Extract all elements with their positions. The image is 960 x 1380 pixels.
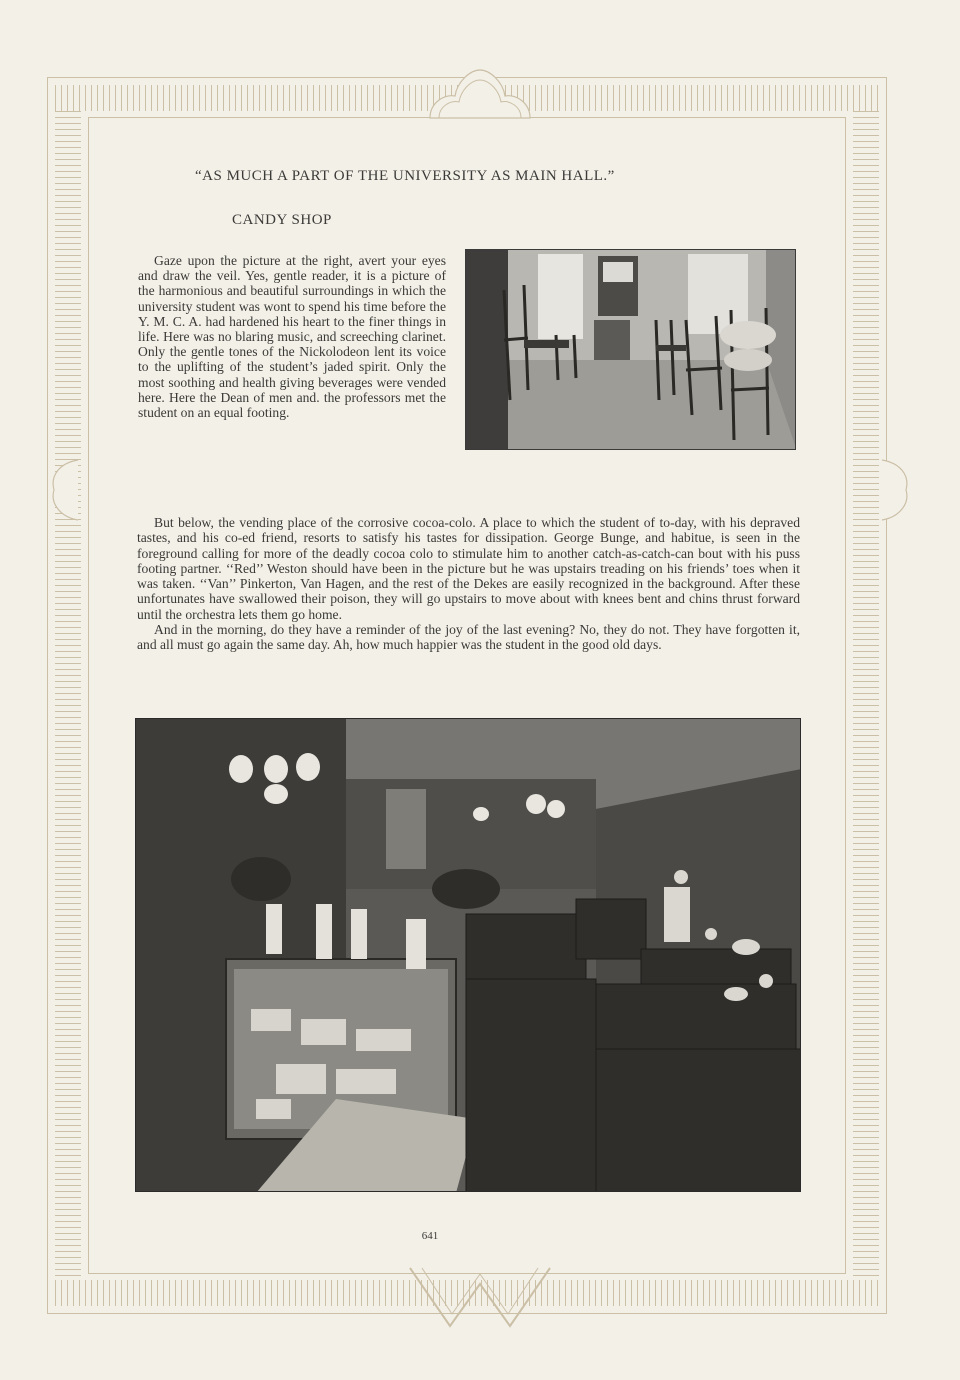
old-candy-shop-photo xyxy=(465,249,796,450)
left-ornament-icon xyxy=(40,455,80,525)
border-band-right xyxy=(853,111,879,1280)
body-text xyxy=(137,515,800,653)
body-paragraph: And in the morning, do they have a reminder of the joy of the last evening? No, they do not. They have forgotten it, and all must go again the same day. Ah, how much happier was the student in the good old days. xyxy=(137,622,800,653)
soda-fountain-photo xyxy=(135,718,801,1192)
top-ornament-icon xyxy=(425,52,535,122)
body-paragraph: But below, the vending place of the corrosive cocoa-colo. A place to which the student of to-day, with his depraved tastes, and his co-ed friend, resorts to satisfy his tastes for dissipation. George Bunge, and habitue, is seen in the foreground calling for more of the deadly cocoa colo to stimulate him to another catch-as-catch-can bout with his puss footing partner. ‘‘Red’’ Weston should have been in the picture but he was upstairs treading on his friends’ toes when it was taken. ‘‘Van’’ Pinkerton, Van Hagen, and the rest of the Dekes are easily recognized in the background. After these unfortunates have swallowed their poison, they will go upstairs to move about with knees bent and chins thrust forward until the orchestra lets them go home. xyxy=(137,515,800,622)
right-ornament-icon xyxy=(880,455,920,525)
section-title: CANDY SHOP xyxy=(232,212,332,228)
w-monogram-icon xyxy=(400,1262,560,1332)
border-band-left xyxy=(55,111,81,1280)
page-heading: “AS MUCH A PART OF THE UNIVERSITY AS MAIN HALL.” xyxy=(195,168,615,184)
page-number: 641 xyxy=(421,1230,439,1242)
intro-paragraph: Gaze upon the picture at the right, avert your eyes and draw the veil. Yes, gentle reader, it is a picture of the harmonious and beautiful surroundings in which the university student was wont to spend his time before the Y. M. C. A. had hardened his heart to the finer things in life. Here was no blaring music, and screeching clarinet. Only the gentle tones of the Nickolodeon lent its voice to the uplifting of the student’s jaded spirit. Only the most soothing and health giving beverages were vended here. Here the Dean of men and. the professors met the student on an equal footing. xyxy=(138,253,446,421)
